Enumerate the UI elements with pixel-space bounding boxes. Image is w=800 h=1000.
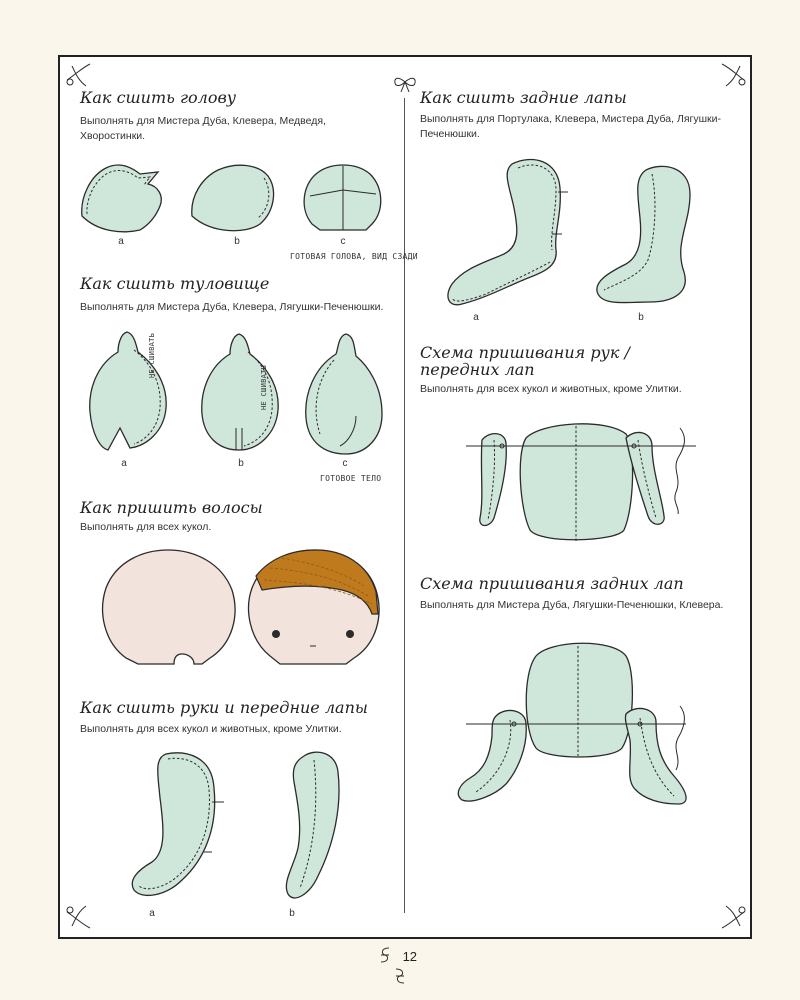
arm-label-a: a (149, 908, 155, 919)
hind-leg-label-b: b (638, 312, 644, 323)
body-finished-caption: ГОТОВОЕ ТЕЛО (320, 474, 382, 483)
hind-legs-section-title: Как сшить задние лапы (420, 88, 627, 107)
arm-label-b: b (289, 908, 295, 919)
head-piece-a (78, 158, 174, 236)
arm-piece-b (280, 748, 348, 906)
head-section-title: Как сшить голову (80, 88, 237, 107)
arms-section-title: Как сшить руки и передние лапы (80, 698, 368, 717)
head-finished-caption: ГОТОВАЯ ГОЛОВА, ВИД СЗАДИ (290, 252, 418, 261)
body-piece-b (196, 330, 282, 454)
hind-legs-section-subtitle: Выполнять для Портулака, Клевера, Мистера Дуба, Лягушки-Печенюшки. (420, 113, 721, 140)
arm-scheme-section-title: Схема пришивания рук / передних лап (420, 343, 630, 379)
arms-section-subtitle: Выполнять для всех кукол и животных, кроме Улитки. (80, 723, 342, 735)
body-piece-a (84, 328, 170, 454)
bow-icon (392, 74, 418, 94)
body-label-b: b (238, 458, 244, 469)
arm-piece-a (126, 748, 224, 904)
corner-scissors-icon (64, 60, 94, 90)
corner-scissors-icon (718, 60, 748, 90)
body-no-stitch-note-b: НЕ СШИВАТЬ (260, 364, 268, 410)
leg-scheme-section-subtitle: Выполнять для Мистера Дуба, Лягушки-Печенюшки, Клевера. (420, 599, 724, 611)
hind-leg-piece-b (594, 164, 694, 312)
body-label-a: a (121, 458, 127, 469)
hair-section-subtitle: Выполнять для всех кукол. (80, 521, 212, 533)
hind-leg-piece-a (446, 154, 570, 310)
head-with-hair (246, 548, 382, 672)
body-section-title: Как сшить туловище (80, 274, 270, 293)
leg-attachment-diagram (456, 640, 696, 820)
stitch-curl-icon (377, 946, 393, 967)
body-label-c: c (342, 458, 348, 469)
corner-scissors-icon (64, 902, 94, 932)
head-finished-back (300, 160, 386, 236)
head-without-hair (98, 548, 238, 672)
leg-scheme-section-title: Схема пришивания задних лап (420, 574, 684, 593)
body-section-subtitle: Выполнять для Мистера Дуба, Клевера, Лягушки-Печенюшки. (80, 301, 384, 313)
body-finished (300, 330, 386, 460)
head-label-a: a (118, 236, 124, 247)
head-piece-b (188, 160, 280, 236)
head-label-b: b (234, 236, 240, 247)
arm-attachment-diagram (466, 418, 696, 548)
hind-leg-label-a: a (473, 312, 479, 323)
stitch-curl-icon (392, 967, 408, 988)
body-no-stitch-note: НЕ СШИВАТЬ (148, 332, 156, 378)
page-number: 12 (370, 946, 430, 988)
head-label-c: c (340, 236, 346, 247)
head-section-subtitle: Выполнять для Мистера Дуба, Клевера, Медведя, Хворостинки. (80, 115, 326, 142)
arm-scheme-section-subtitle: Выполнять для всех кукол и животных, кроме Улитки. (420, 383, 682, 395)
hair-section-title: Как пришить волосы (80, 498, 263, 517)
corner-scissors-icon (718, 902, 748, 932)
column-divider (404, 98, 405, 913)
